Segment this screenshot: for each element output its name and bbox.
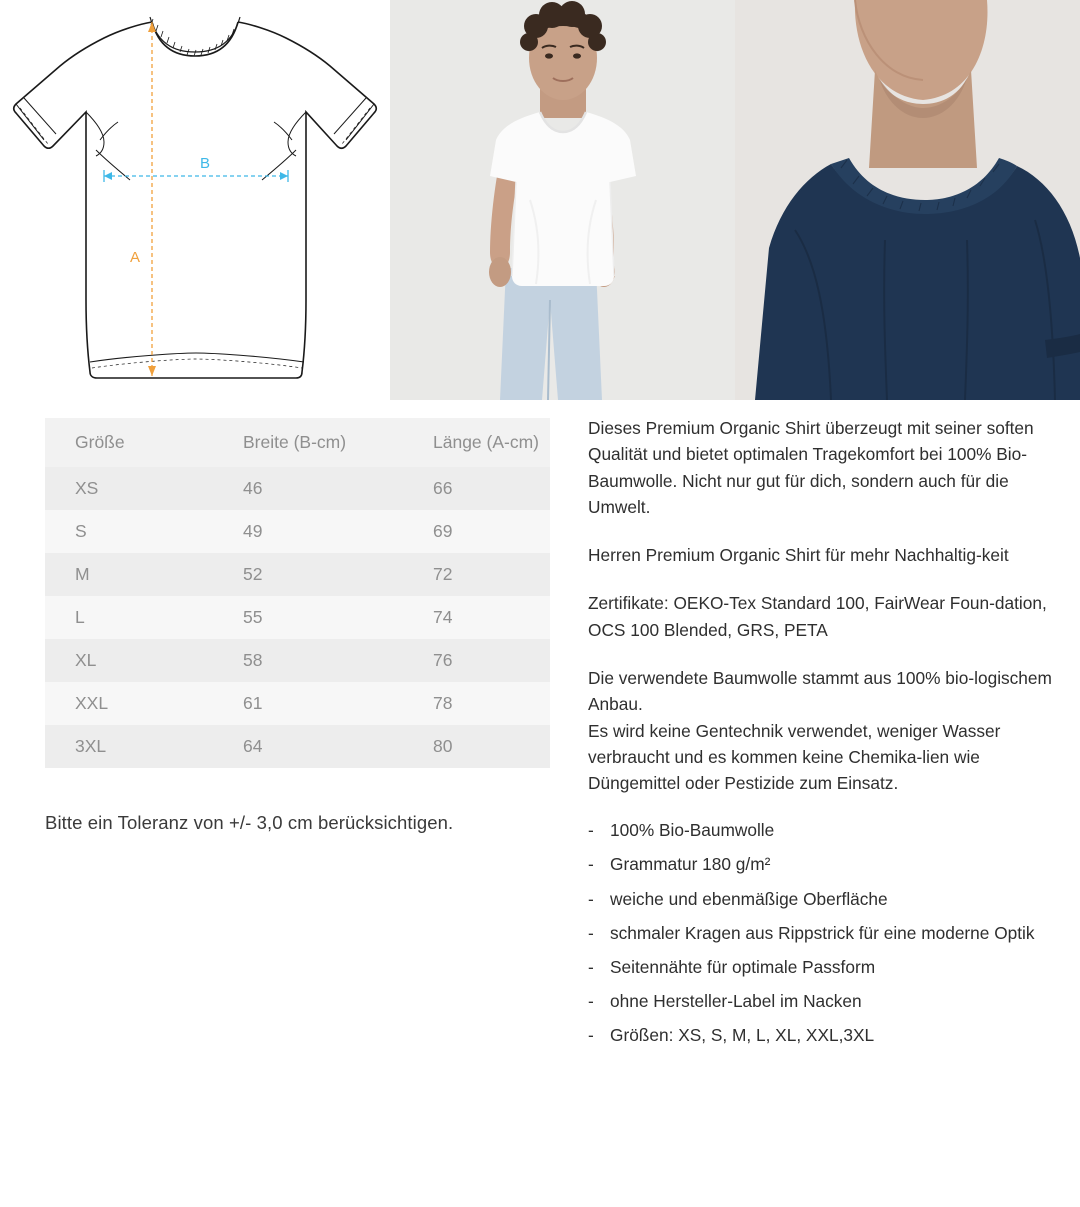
cell-size: S [45, 510, 213, 553]
table-row [45, 467, 550, 510]
bullet-dash: - [588, 1024, 594, 1045]
cell-width: 58 [213, 639, 403, 682]
cell-length: 74 [403, 596, 550, 639]
table-row [45, 725, 550, 768]
product-image-strip [0, 0, 1080, 400]
list-item [588, 1023, 1056, 1048]
certificates-paragraph: Zertifikate: OEKO-Tex Standard 100, FairWear Foun-dation, OCS 100 Blended, GRS, PETA [588, 593, 1047, 640]
cell-size: XL [45, 639, 213, 682]
list-item [588, 852, 1056, 877]
bullet-dash: - [588, 956, 594, 977]
cell-length: 69 [403, 510, 550, 553]
cell-size: 3XL [45, 725, 213, 768]
model-photo-white-shirt [390, 0, 735, 400]
cell-width: 49 [213, 510, 403, 553]
cotton-origin-line: Die verwendete Baumwolle stammt aus 100% bio-logischem Anbau. [588, 667, 1052, 715]
table-row [45, 553, 550, 596]
size-table [45, 418, 550, 768]
list-item [588, 955, 1056, 980]
list-item [588, 989, 1056, 1014]
cell-width: 52 [213, 553, 403, 596]
cell-width: 55 [213, 596, 403, 639]
diagram-label-width: B [200, 155, 211, 172]
cell-length: 72 [403, 553, 550, 596]
model-illustration [390, 0, 735, 400]
bullet-dash: - [588, 922, 594, 943]
detail-photo-navy-collar [735, 0, 1080, 400]
bullet-dash: - [588, 888, 594, 909]
list-item-label: 100% Bio-Baumwolle [610, 820, 775, 841]
cell-size: XXL [45, 682, 213, 725]
table-row [45, 596, 550, 639]
list-item-label: Größen: XS, S, M, L, XL, XXL,3XL [610, 1024, 875, 1045]
tshirt-technical-drawing [0, 0, 390, 400]
bullet-dash: - [588, 820, 594, 841]
table-row [45, 682, 550, 725]
column-header-length: Länge (A-cm) [403, 418, 550, 467]
list-item-label: schmaler Kragen aus Rippstrick für eine moderne Optik [610, 922, 1035, 943]
collar-detail-illustration [735, 0, 1080, 400]
table-header-row [45, 418, 550, 467]
cell-size: M [45, 553, 213, 596]
list-item-label: Seitennähte für optimale Passform [610, 956, 876, 977]
tolerance-note: Bitte ein Toleranz von +/- 3,0 cm berücksichtigen. [45, 812, 454, 833]
cotton-process-line: Es wird keine Gentechnik verwendet, weniger Wasser verbraucht und es kommen keine Chemika-lien wie Düngemittel oder Pestizide zum Einsatz. [588, 720, 1001, 794]
cell-length: 66 [403, 467, 550, 510]
description-paragraph-1: Dieses Premium Organic Shirt überzeugt mit seiner soften Qualität und bietet optimalen Tragekomfort bei 100% Bio-Baumwolle. Nicht nur gut für dich, sondern auch für die Umwelt. [588, 418, 1034, 517]
technical-drawing-panel [0, 0, 390, 400]
list-item-label: Grammatur 180 g/m² [610, 854, 771, 875]
cell-size: L [45, 596, 213, 639]
cell-length: 80 [403, 725, 550, 768]
bullet-dash: - [588, 990, 594, 1011]
bullet-dash: - [588, 854, 594, 875]
diagram-label-length: A [130, 249, 141, 266]
cell-size: XS [45, 467, 213, 510]
cell-length: 76 [403, 639, 550, 682]
column-header-width: Breite (B-cm) [213, 418, 403, 467]
list-item [588, 887, 1056, 912]
list-item [588, 818, 1056, 843]
feature-list [588, 818, 1056, 1048]
cell-width: 61 [213, 682, 403, 725]
description-column [588, 415, 1056, 1057]
cell-length: 78 [403, 682, 550, 725]
description-paragraph-2: Herren Premium Organic Shirt für mehr Nachhaltig-keit [588, 545, 1009, 566]
cell-width: 46 [213, 467, 403, 510]
list-item-label: weiche und ebenmäßige Oberfläche [610, 888, 888, 909]
product-info-section [0, 400, 1080, 1207]
table-row [45, 639, 550, 682]
list-item [588, 921, 1056, 946]
cell-width: 64 [213, 725, 403, 768]
table-row [45, 510, 550, 553]
size-chart-column [45, 418, 550, 834]
list-item-label: ohne Hersteller-Label im Nacken [610, 990, 862, 1011]
column-header-size: Größe [45, 418, 213, 467]
